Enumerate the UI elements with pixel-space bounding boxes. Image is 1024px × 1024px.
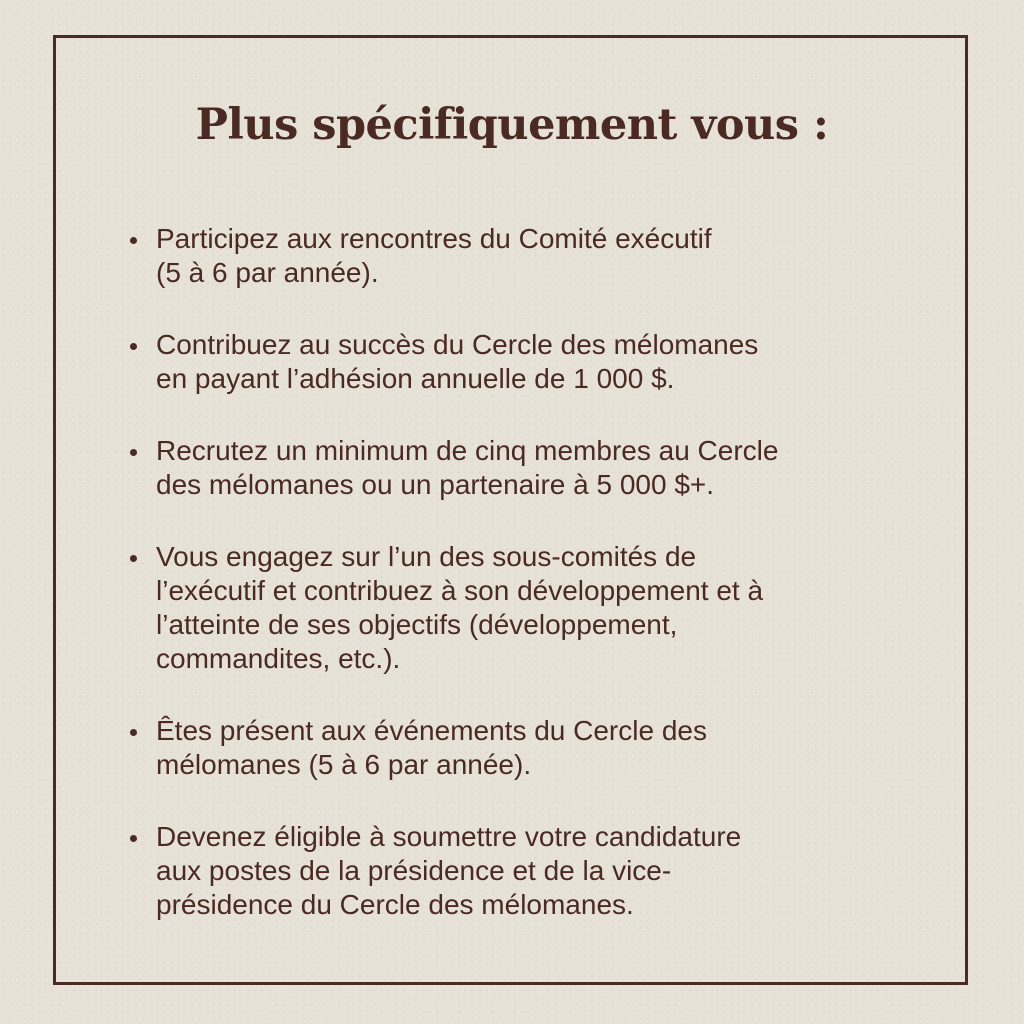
list-item-line: Recrutez un minimum de cinq membres au Cercle [156,435,779,466]
list-item-line: présidence du Cercle des mélomanes. [156,889,634,920]
bullet-icon [130,343,137,350]
bullet-icon [130,237,137,244]
list-item [128,222,928,290]
list-item [128,328,928,396]
list-item-line: mélomanes (5 à 6 par année). [156,749,532,780]
bullet-icon [130,449,137,456]
list-item [128,540,928,676]
bullet-icon [130,555,137,562]
list-item-line: aux postes de la présidence et de la vice- [156,855,672,886]
list-item-line: l’atteinte de ses objectifs (développement, [156,609,678,640]
list-item-line: Vous engagez sur l’un des sous-comités de [156,541,697,572]
list-item-line: commandites, etc.). [156,643,401,674]
bullet-icon [130,835,137,842]
list-item-line: Devenez éligible à soumettre votre candidature [156,821,742,852]
list-item-line: Contribuez au succès du Cercle des mélomanes [156,329,759,360]
bullet-icon [130,729,137,736]
list-item-line: Participez aux rencontres du Comité exécutif [156,223,712,254]
list-item-line: (5 à 6 par année). [156,257,379,288]
list-item [128,434,928,502]
list-item-line: Êtes présent aux événements du Cercle des [156,715,707,746]
list-item-line: l’exécutif et contribuez à son développement et à [156,575,764,606]
page-title: Plus spécifiquement vous : [195,100,829,150]
list-item-line: des mélomanes ou un partenaire à 5 000 $+. [156,469,715,500]
list-item [128,820,928,922]
list-item-line: en payant l’adhésion annuelle de 1 000 $. [156,363,675,394]
responsibilities-list [128,222,928,960]
list-item [128,714,928,782]
